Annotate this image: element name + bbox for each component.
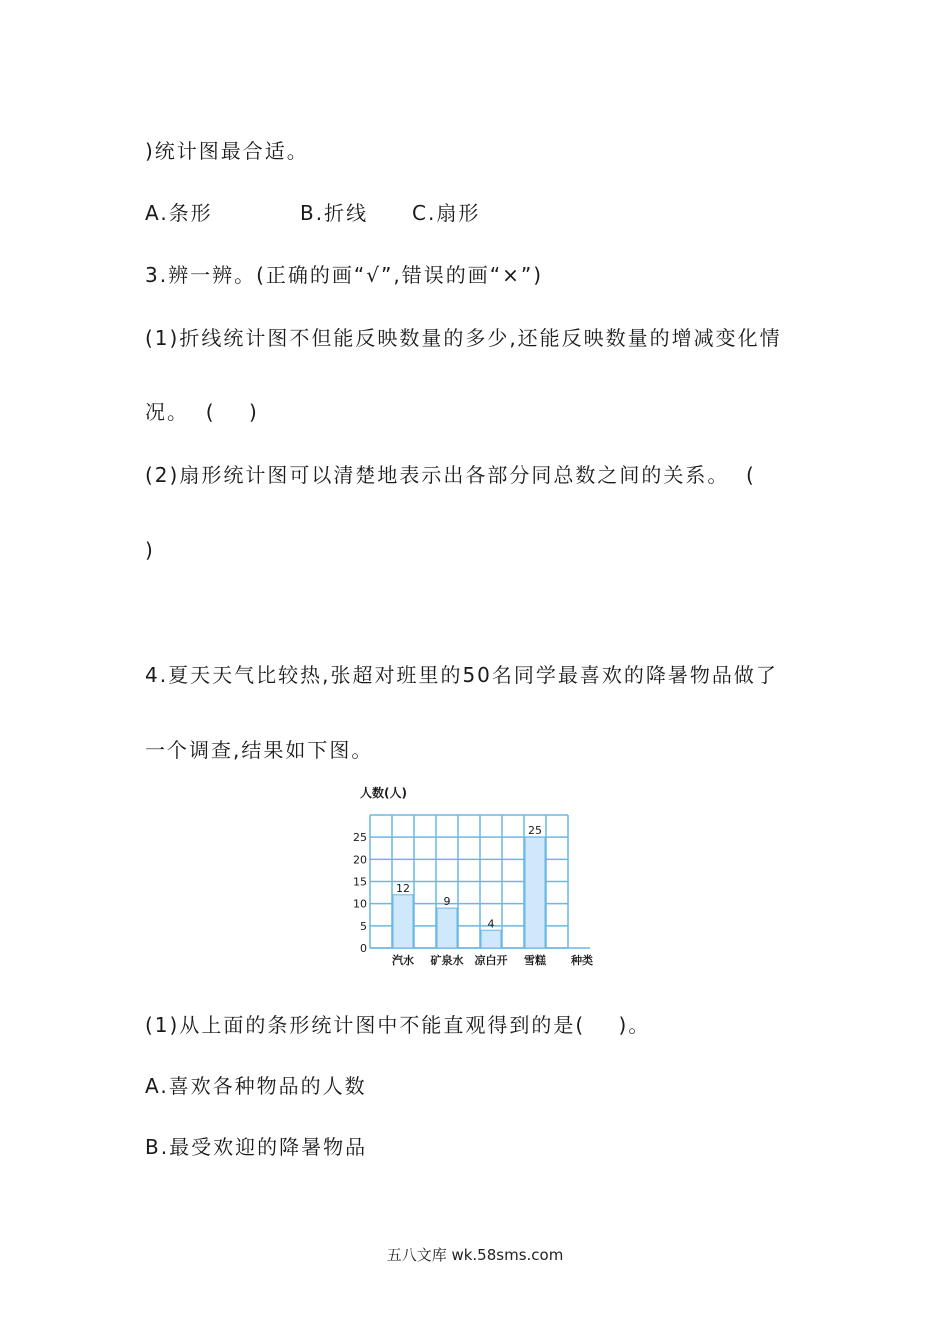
y-tick-label: 5 <box>360 919 367 933</box>
bar-value-label: 25 <box>528 824 542 838</box>
y-tick-label: 15 <box>353 875 367 889</box>
q2-option-a: A.条形 <box>145 201 213 225</box>
q2-option-c: C.扇形 <box>412 201 481 225</box>
bar <box>525 837 545 948</box>
q3-item1-line1: (1)折线统计图不但能反映数量的多少,还能反映数量的增减变化情 <box>145 326 782 350</box>
q3-item1-line2: 况。 ( ) <box>145 400 259 424</box>
footer-watermark: 五八文库 wk.58sms.com <box>386 1246 564 1264</box>
q4-question-line2: 一个调查,结果如下图。 <box>145 738 374 762</box>
q4-option-b: B.最受欢迎的降暑物品 <box>145 1135 368 1159</box>
bar-value-label: 12 <box>396 881 410 895</box>
q3-item2-line2: ) <box>145 538 155 562</box>
bar-value-label: 4 <box>487 917 495 931</box>
q2-option-b: B.折线 <box>300 201 369 225</box>
y-tick-label: 20 <box>353 853 367 867</box>
category-label: 矿泉水 <box>430 954 464 967</box>
y-tick-label: 25 <box>353 831 367 845</box>
chart-y-axis-label: 人数(人) <box>360 786 407 800</box>
q3-title: 3.辨一辨。(正确的画“√”,错误的画“×”) <box>145 263 543 287</box>
bar <box>481 930 501 948</box>
q4-question-line1: 4.夏天天气比较热,张超对班里的50名同学最喜欢的降暑物品做了 <box>145 663 778 687</box>
q4-option-a: A.喜欢各种物品的人数 <box>145 1074 367 1098</box>
q2-question-tail: )统计图最合适。 <box>145 139 309 163</box>
category-label: 凉白开 <box>474 954 508 967</box>
chart-x-axis-label: 种类 <box>571 954 593 967</box>
chart-labels <box>353 824 593 967</box>
y-tick-label: 10 <box>353 897 367 911</box>
category-label: 雪糕 <box>524 954 546 967</box>
y-tick-label: 0 <box>360 942 367 955</box>
bar <box>437 908 457 948</box>
bar-value-label: 9 <box>443 895 451 909</box>
category-label: 汽水 <box>392 954 414 967</box>
q3-item2-line1: (2)扇形统计图可以清楚地表示出各部分同总数之间的关系。 ( <box>145 463 756 487</box>
bar <box>393 895 413 948</box>
q4-sub1: (1)从上面的条形统计图中不能直观得到的是( )。 <box>145 1013 651 1037</box>
chart-bars <box>393 837 545 948</box>
bar-chart <box>350 780 610 975</box>
